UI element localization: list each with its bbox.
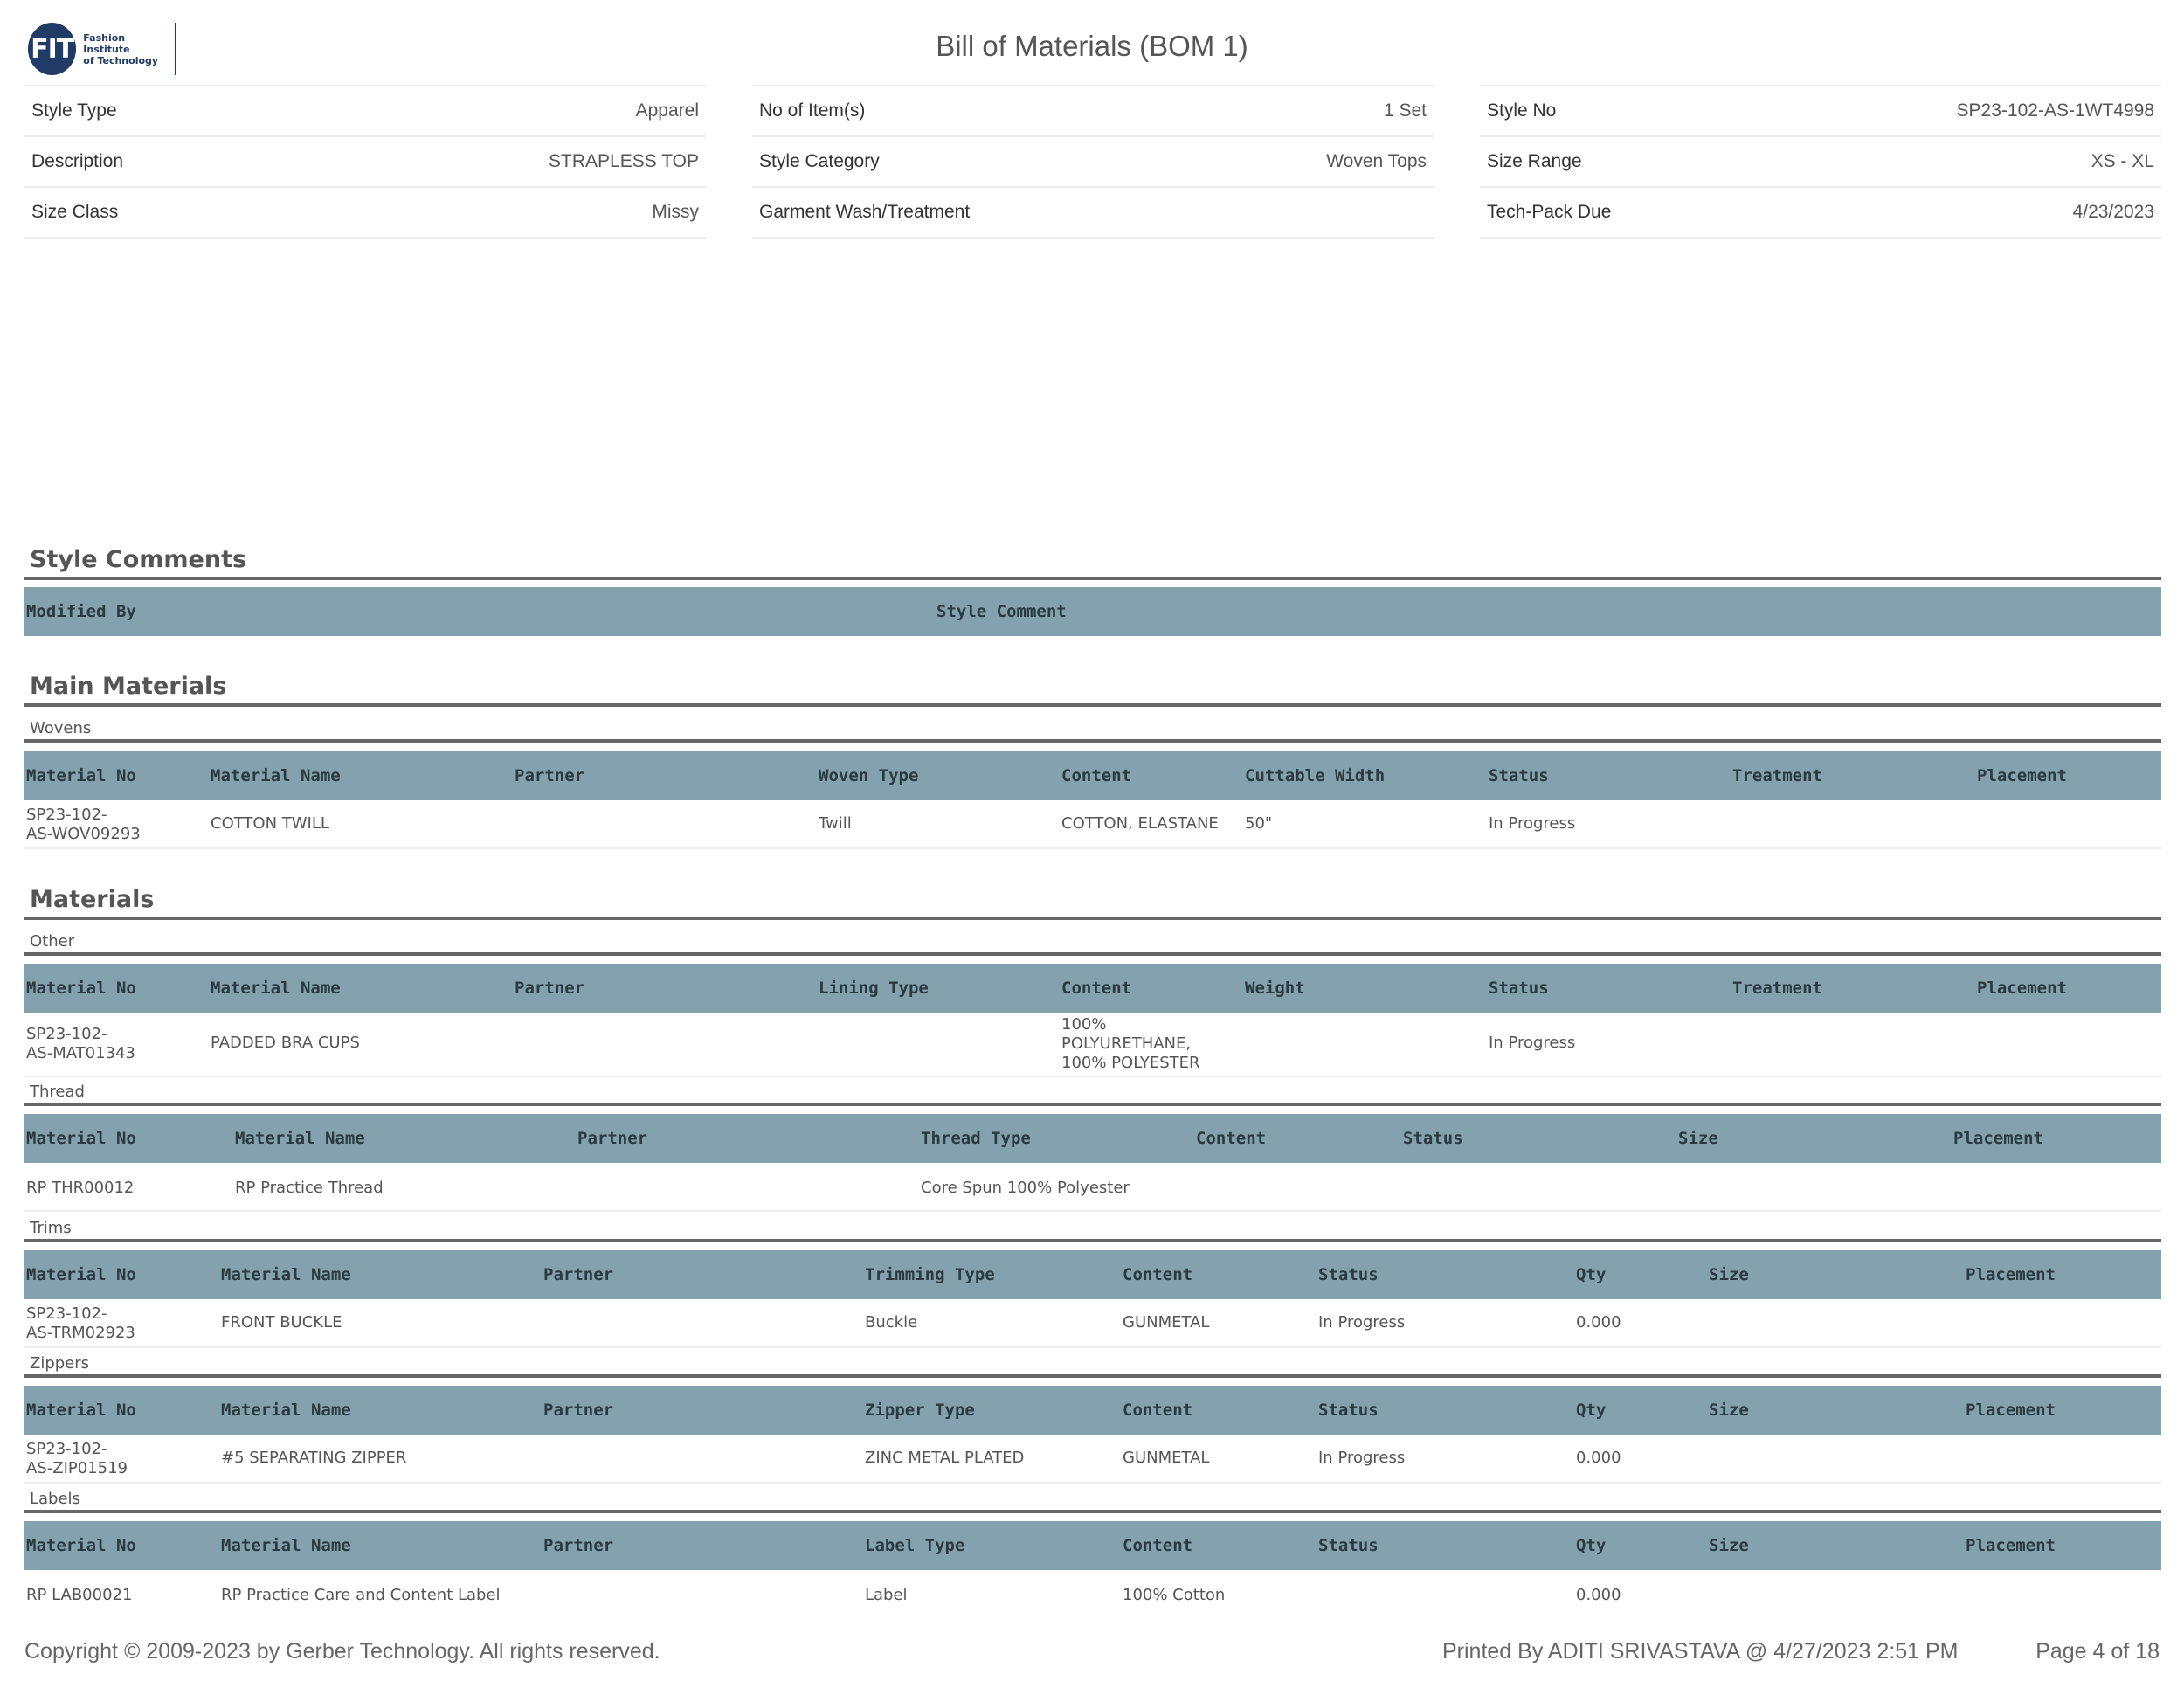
info-row: [752, 85, 1434, 135]
column-header: Zipper Type: [865, 1401, 975, 1420]
materials-title: Materials: [24, 886, 2161, 920]
column-header: Treatment: [1732, 766, 1822, 785]
info-label: Description: [31, 151, 124, 171]
column-header: Trimming Type: [865, 1265, 995, 1284]
info-label: Style Type: [31, 100, 117, 121]
material-name-cell: COTTON TWILL: [211, 814, 329, 833]
content-line-1: 100%: [1061, 1015, 1107, 1034]
column-header: Partner: [543, 1265, 614, 1284]
document-title: Bill of Materials (BOM 1): [936, 30, 1248, 62]
info-value: XS - XL: [2091, 151, 2154, 171]
column-header: Style Comment: [936, 602, 1067, 621]
material-name-cell: #5 SEPARATING ZIPPER: [221, 1449, 407, 1467]
logo-line-2: of Technology: [83, 54, 159, 66]
column-header: Partner: [543, 1401, 614, 1420]
column-header: Size: [1709, 1536, 1749, 1555]
column-header: Partner: [543, 1536, 614, 1555]
main-materials-title: Main Materials: [24, 673, 2161, 707]
material-no-cell: [26, 1304, 135, 1343]
column-header: Cuttable Width: [1245, 766, 1386, 785]
content-cell: GUNMETAL: [1123, 1449, 1210, 1467]
column-header: Size: [1709, 1401, 1749, 1420]
info-label: Style No: [1487, 100, 1557, 121]
column-header: Placement: [1953, 1129, 2043, 1148]
column-header: Placement: [1966, 1401, 2056, 1420]
info-value: 1 Set: [1383, 100, 1427, 121]
qty-cell: 0.000: [1576, 1586, 1621, 1604]
table-row: [24, 1435, 2161, 1484]
column-header: Material Name: [211, 979, 341, 998]
table-row: [24, 800, 2161, 849]
column-header: Content: [1123, 1536, 1193, 1555]
column-header: Placement: [1966, 1265, 2056, 1284]
info-row: [24, 135, 706, 186]
material-no-cell: [26, 806, 141, 844]
material-no-cell: RP LAB00021: [26, 1586, 133, 1604]
material-no-line-2: AS-WOV09293: [26, 825, 141, 843]
column-header: Qty: [1576, 1536, 1607, 1555]
column-header: Woven Type: [819, 766, 919, 785]
column-header: Weight: [1245, 979, 1305, 998]
column-header: Qty: [1576, 1401, 1607, 1420]
content-cell: COTTON, ELASTANE: [1061, 814, 1219, 833]
column-header: Lining Type: [819, 979, 929, 998]
material-no-line-1: SP23-102-: [26, 1025, 107, 1043]
label-type-cell: Label: [865, 1586, 908, 1604]
info-value: STRAPLESS TOP: [549, 151, 699, 171]
printed-by-text: Printed By ADITI SRIVASTAVA @ 4/27/2023 2:51 PM: [1442, 1639, 1959, 1664]
content-cell: GUNMETAL: [1123, 1313, 1210, 1332]
content-cell: 100% Cotton: [1123, 1586, 1226, 1604]
column-header: Material No: [26, 1401, 136, 1420]
column-header: Material No: [26, 1536, 136, 1555]
content-cell: [1061, 1015, 1200, 1073]
status-cell: In Progress: [1489, 814, 1576, 833]
zippers-table-header: [24, 1386, 2161, 1435]
column-header: Material Name: [221, 1265, 351, 1284]
material-name-cell: FRONT BUCKLE: [221, 1313, 342, 1332]
copyright-text: Copyright © 2009-2023 by Gerber Technology. All rights reserved.: [24, 1639, 660, 1664]
column-header: Material Name: [221, 1401, 351, 1420]
column-header: Material Name: [221, 1536, 351, 1555]
column-header: Label Type: [865, 1536, 965, 1555]
info-row: [24, 85, 706, 135]
zipper-type-cell: ZINC METAL PLATED: [865, 1449, 1025, 1467]
material-no-cell: [26, 1440, 128, 1478]
trimming-type-cell: Buckle: [865, 1313, 918, 1332]
trims-table-header: [24, 1250, 2161, 1299]
content-line-2: POLYURETHANE,: [1061, 1034, 1192, 1053]
column-header: Material Name: [235, 1129, 365, 1148]
column-header: Placement: [1977, 979, 2067, 998]
table-row: [24, 1570, 2161, 1614]
style-comments-title: Style Comments: [24, 546, 2161, 580]
other-table-header: [24, 964, 2161, 1013]
material-no-line-2: AS-TRM02923: [26, 1324, 135, 1342]
info-row: [1480, 186, 2161, 239]
status-cell: In Progress: [1489, 1034, 1576, 1052]
column-header: Status: [1489, 979, 1549, 998]
style-comments-header: [24, 587, 2161, 636]
thread-type-cell: Core Spun 100% Polyester: [921, 1179, 1130, 1197]
info-label: No of Item(s): [759, 100, 866, 121]
info-row: [24, 186, 706, 239]
thread-subtitle: Thread: [24, 1083, 2161, 1106]
column-header: Material No: [26, 979, 136, 998]
labels-table-header: [24, 1521, 2161, 1570]
info-label: Tech-Pack Due: [1487, 202, 1612, 222]
other-subtitle: Other: [24, 932, 2161, 956]
info-label: Garment Wash/Treatment: [759, 202, 971, 222]
column-header: Material No: [26, 1265, 136, 1284]
info-row: [752, 186, 1434, 239]
info-column-1: [24, 85, 706, 239]
zippers-subtitle: Zippers: [24, 1354, 2161, 1378]
column-header: Modified By: [26, 602, 136, 621]
qty-cell: 0.000: [1576, 1449, 1621, 1467]
column-header: Partner: [515, 979, 585, 998]
table-row: [24, 1163, 2161, 1212]
info-column-2: [752, 85, 1434, 239]
wovens-table-header: [24, 751, 2161, 800]
column-header: Material Name: [211, 766, 341, 785]
column-header: Partner: [515, 766, 585, 785]
material-no-cell: RP THR00012: [26, 1179, 135, 1197]
column-header: Content: [1061, 766, 1132, 785]
wovens-subtitle: Wovens: [24, 719, 2161, 743]
info-label: Size Range: [1487, 151, 1582, 171]
column-header: Content: [1123, 1265, 1193, 1284]
column-header: Material No: [26, 1129, 136, 1148]
status-cell: In Progress: [1318, 1449, 1406, 1467]
column-header: Placement: [1966, 1536, 2056, 1555]
material-no-line-1: SP23-102-: [26, 806, 107, 824]
info-row: [1480, 85, 2161, 135]
info-row: [752, 135, 1434, 186]
table-row: [24, 1299, 2161, 1348]
table-row: [24, 1013, 2161, 1077]
column-header: Material No: [26, 766, 136, 785]
status-cell: In Progress: [1318, 1313, 1406, 1332]
column-header: Qty: [1576, 1265, 1607, 1284]
woven-type-cell: Twill: [819, 814, 852, 833]
column-header: Status: [1318, 1265, 1379, 1284]
material-no-line-2: AS-ZIP01519: [26, 1459, 128, 1477]
trims-subtitle: Trims: [24, 1219, 2161, 1242]
column-header: Status: [1318, 1536, 1379, 1555]
material-no-line-1: SP23-102-: [26, 1304, 107, 1323]
info-value: Apparel: [635, 100, 699, 121]
thread-table-header: [24, 1114, 2161, 1163]
column-header: Size: [1709, 1265, 1749, 1284]
logo-line-1: Fashion Institute: [83, 31, 130, 55]
page-number: Page 4 of 18: [2035, 1639, 2160, 1664]
material-name-cell: RP Practice Thread: [235, 1179, 384, 1197]
info-value: SP23-102-AS-1WT4998: [1956, 100, 2154, 121]
material-no-line-1: SP23-102-: [26, 1440, 107, 1458]
column-header: Status: [1489, 766, 1549, 785]
column-header: Placement: [1977, 766, 2067, 785]
info-value: 4/23/2023: [2072, 202, 2154, 222]
info-label: Size Class: [31, 202, 119, 222]
info-label: Style Category: [759, 151, 880, 171]
info-value: Woven Tops: [1326, 151, 1427, 171]
qty-cell: 0.000: [1576, 1313, 1621, 1332]
material-name-cell: RP Practice Care and Content Label: [221, 1586, 501, 1604]
column-header: Content: [1061, 979, 1132, 998]
info-column-3: [1480, 85, 2161, 239]
labels-subtitle: Labels: [24, 1490, 2161, 1513]
column-header: Size: [1678, 1129, 1718, 1148]
column-header: Partner: [577, 1129, 648, 1148]
style-info-grid: [24, 85, 2161, 239]
column-header: Content: [1196, 1129, 1267, 1148]
column-header: Content: [1123, 1401, 1193, 1420]
column-header: Thread Type: [921, 1129, 1031, 1148]
cuttable-width-cell: 50": [1245, 814, 1273, 833]
content-line-3: 100% POLYESTER: [1061, 1054, 1200, 1072]
info-value: Missy: [652, 202, 699, 222]
info-row: [1480, 135, 2161, 186]
material-no-cell: [26, 1025, 135, 1063]
material-no-line-2: AS-MAT01343: [26, 1044, 135, 1062]
column-header: Status: [1318, 1401, 1379, 1420]
column-header: Treatment: [1732, 979, 1822, 998]
fit-logo-mark: FIT: [28, 23, 76, 75]
material-name-cell: PADDED BRA CUPS: [211, 1034, 360, 1052]
column-header: Status: [1403, 1129, 1463, 1148]
